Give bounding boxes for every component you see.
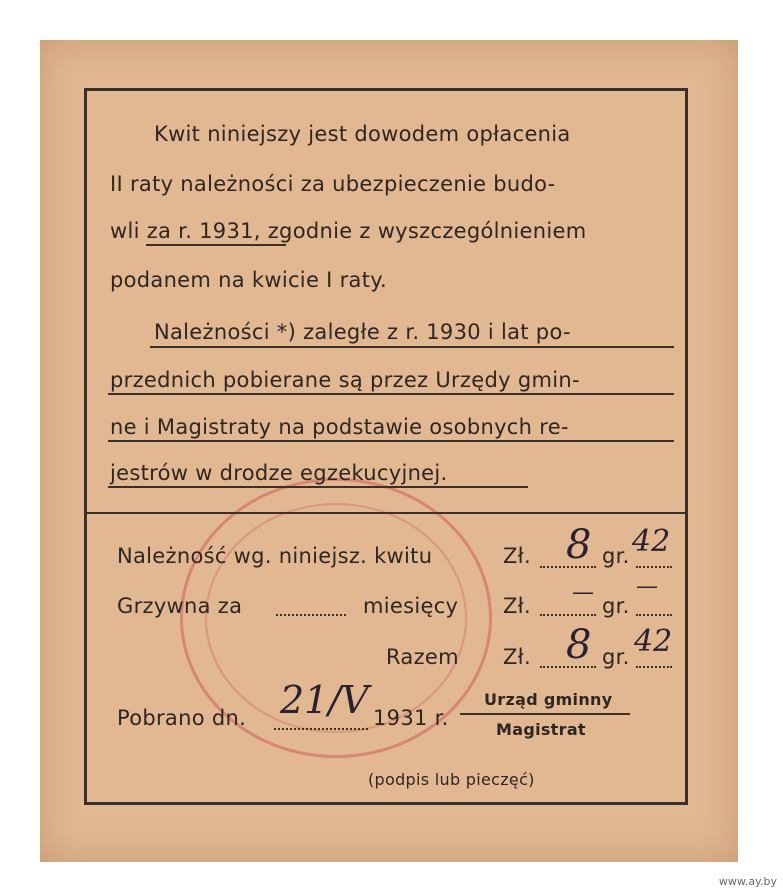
row2-label-a: Grzywna za xyxy=(117,594,243,618)
row2-label-b: miesięcy xyxy=(363,594,459,618)
para1-line3: wli za r. 1931, zgodnie z wyszczególnieniem xyxy=(110,219,587,243)
row2-gr-field xyxy=(636,614,672,616)
row3-gr-value: 42 xyxy=(634,624,673,659)
row3-zl-value: 8 xyxy=(566,622,592,668)
row1-label: Należność wg. niniejsz. kwitu xyxy=(117,544,433,568)
row1-gr-label: gr. xyxy=(602,544,630,568)
para2-line2: przednich pobierane są przez Urzędy gmin- xyxy=(110,368,580,392)
row1-gr-field xyxy=(636,566,672,568)
row2-zl-field xyxy=(540,614,596,616)
para2-line3: ne i Magistraty na podstawie osobnych re- xyxy=(110,415,569,439)
row1-zl-label: Zł. xyxy=(503,544,531,568)
underline-para2-1 xyxy=(150,346,674,348)
row3-label: Razem xyxy=(386,645,459,669)
row3-gr-label: gr. xyxy=(602,645,630,669)
para1-line4: podanem na kwicie I raty. xyxy=(110,268,387,292)
signature-note: (podpis lub pieczęć) xyxy=(368,770,535,789)
row3-gr-field xyxy=(636,666,672,668)
section-divider xyxy=(87,512,685,514)
underline-para2-3 xyxy=(108,440,674,442)
office-top: Urząd gminny xyxy=(484,690,613,709)
collected-year: 1931 r. xyxy=(373,706,449,730)
para2-line4: jestrów w drodze egzekucyjnej. xyxy=(110,461,448,485)
office-bottom: Magistrat xyxy=(496,720,586,739)
underline-year xyxy=(146,244,286,246)
para1-line1: Kwit niniejszy jest dowodem opłacenia xyxy=(154,122,571,146)
watermark-text: www.ay.by xyxy=(718,875,777,888)
row3-zl-label: Zł. xyxy=(503,645,531,669)
collected-label: Pobrano dn. xyxy=(117,706,247,730)
underline-para2-2 xyxy=(108,393,674,395)
para2-line1: Należności *) zaległe z r. 1930 i lat po- xyxy=(154,320,571,344)
row1-gr-value: 42 xyxy=(632,524,671,559)
row2-zl-value: — xyxy=(572,580,594,605)
underline-para2-4 xyxy=(108,486,528,488)
row2-gr-value: — xyxy=(636,574,658,599)
row2-zl-label: Zł. xyxy=(503,594,531,618)
collected-date-field xyxy=(274,728,368,730)
para1-line2: II raty należności za ubezpieczenie budo- xyxy=(110,172,556,196)
row1-zl-value: 8 xyxy=(566,522,592,568)
row2-gr-label: gr. xyxy=(602,594,630,618)
row2-months-field xyxy=(276,614,346,616)
office-separator xyxy=(460,713,630,715)
collected-date-value: 21/V xyxy=(280,678,369,722)
